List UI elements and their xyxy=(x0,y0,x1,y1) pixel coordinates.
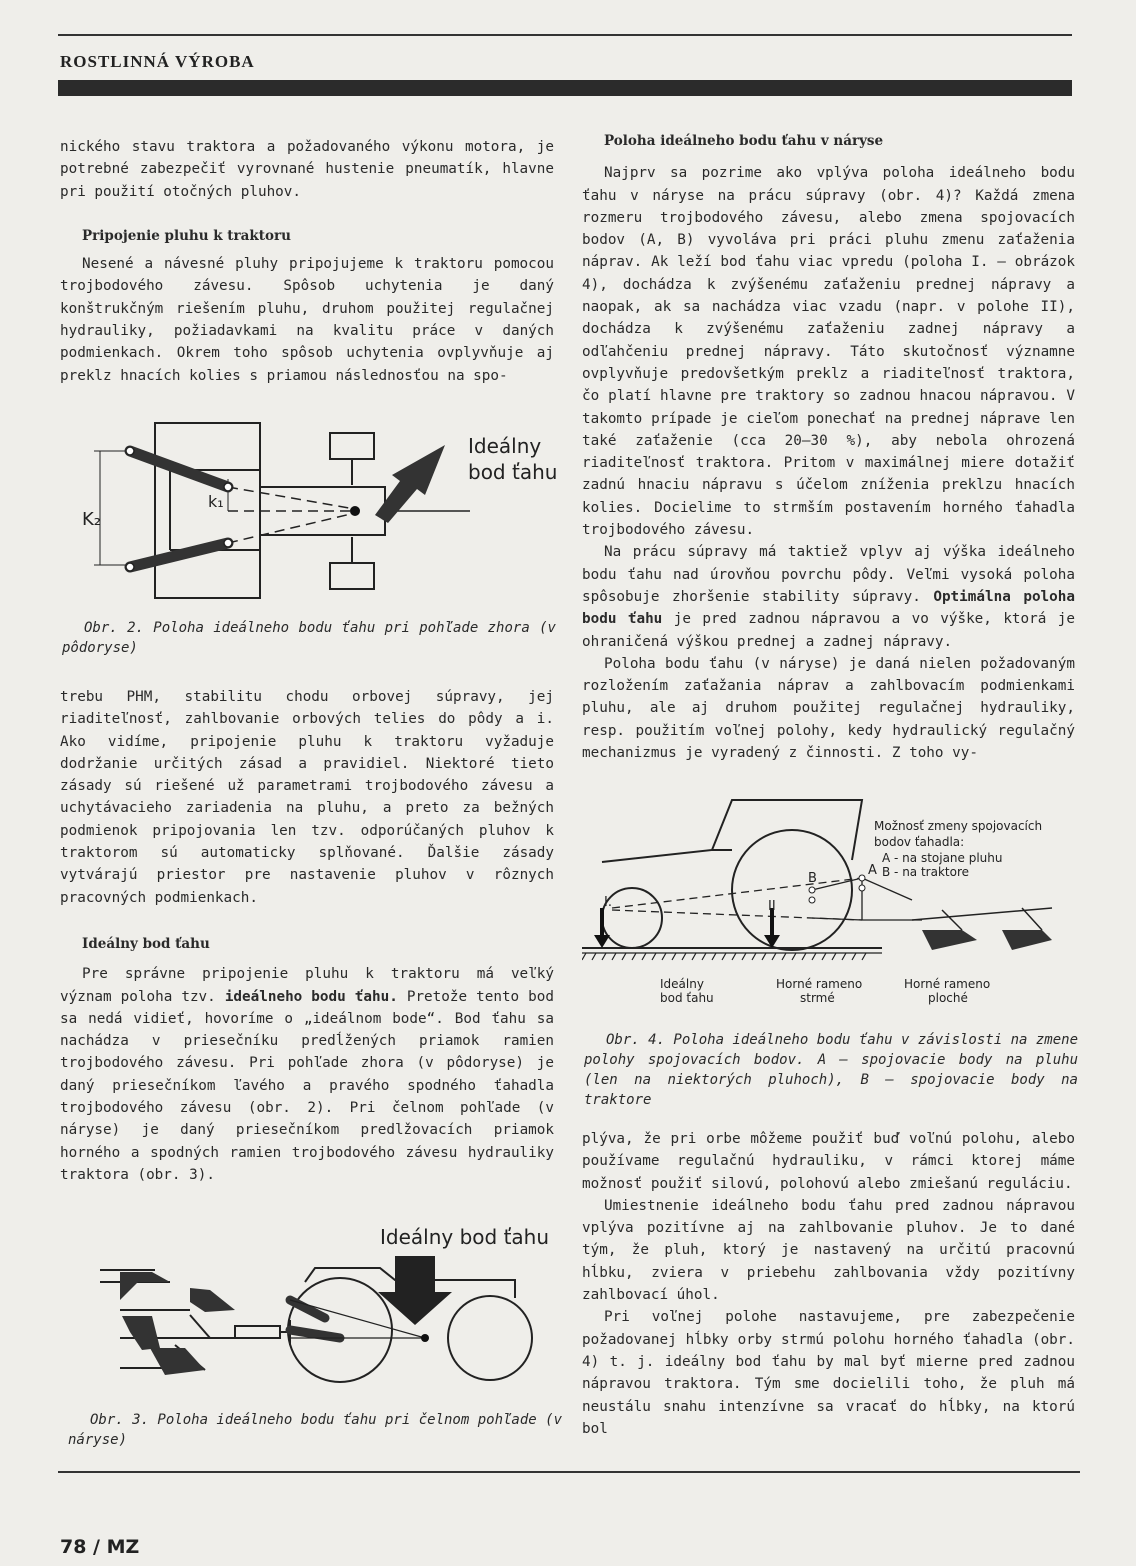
section-title: ROSTLINNÁ VÝROBA xyxy=(60,52,255,71)
label-point-B: B xyxy=(808,871,817,886)
paragraph: Pri voľnej polohe nastavujeme, pre zabezpečenie požadovanej hĺbky orby strmú polohu horného ťahadla (obr. 4) t. j. ideálny bod ťahu by mal byť mierne pred zadnou nápravou traktora. Tým sme docielili toho, že pluh má neustálu snahu intenzívne sa vracať do hĺbky, na ktorú bol xyxy=(582,1309,1075,1437)
paragraph: Umiestnenie ideálneho bodu ťahu pred zadnou nápravou vplýva pozitívne aj na zahlbovanie pluhov. Je to dané tým, že pluh, ktorý je nastavený na určitú pracovnú hĺbku, zviera v priebehu zahlbovania vždy pozitívny zahlbovací úhol. xyxy=(582,1197,1075,1304)
paragraph: Na prácu súpravy má taktiež vplyv aj výška ideálneho bodu ťahu nad úrovňou povrchu pôdy. Veľmi vysoká poloha spôsobuje zhoršenie stability súpravy. Optimálna poloha bodu ťahu je pred zadnou nápravou a vo výške, ktorá je ohraničená výškou prednej a zadnej nápravy. xyxy=(582,544,1076,650)
left-column-middle xyxy=(60,686,554,1186)
fig4-steep-1: Horné rameno xyxy=(776,977,863,991)
paragraph: nického stavu traktora a požadovaného výkonu motora, je potrebné zabezpečiť vyrovnané hustenie pneumatík, hlavne pri použití otočných pluhov. xyxy=(60,139,554,200)
fig2-label-line1: Ideálny xyxy=(468,434,542,458)
fig4-ideal-1: Ideálny xyxy=(660,977,704,991)
fig4-flat-2: ploché xyxy=(928,991,968,1005)
figure-3-front-view xyxy=(90,1220,565,1400)
label-k2: K₂ xyxy=(82,509,102,530)
figure-2-top-view xyxy=(60,415,560,620)
right-column-bottom xyxy=(582,1128,1075,1440)
fig4-note-2: bodov ťahadla: xyxy=(874,835,965,849)
label-position-II: II xyxy=(768,899,776,914)
caption-figure-4: Obr. 4. Poloha ideálneho bodu ťahu v závislosti na zmene polohy spojovacích bodov. A — spojovacie body na pluhu (len na niektorých pluhoch), B — spojovacie body na traktore xyxy=(584,1032,1079,1108)
fig4-note-3: A - na stojane pluhu xyxy=(882,851,1003,865)
fig4-flat-1: Horné rameno xyxy=(904,977,991,991)
caption-figure-3: Obr. 3. Poloha ideálneho bodu ťahu pri čelnom pohľade (v náryse) xyxy=(68,1412,563,1448)
page-number: 78 / MZ xyxy=(60,1536,140,1558)
caption-figure-2: Obr. 2. Poloha ideálneho bodu ťahu pri pohľade zhora (v pôdoryse) xyxy=(62,620,556,656)
heading-poloha-naryse: Poloha ideálneho bodu ťahu v náryse xyxy=(604,133,884,149)
label-k1: k₁ xyxy=(208,492,224,511)
left-column-top xyxy=(60,136,554,387)
header-bar xyxy=(58,80,1072,96)
fig4-steep-2: strmé xyxy=(800,991,835,1005)
paragraph: Poloha bodu ťahu (v náryse) je daná nielen požadovaným rozložením zaťažania náprav a zahlbovacím podmienkami pluhu, ale aj druhom použitej regulačnej hydrauliky, resp. použitím voľnej polohy, kedy hydraulický regulačný mechanizmus je vyradený z činnosti. Z toho vy- xyxy=(582,655,1075,762)
arrow-down-icon xyxy=(764,935,780,948)
label-position-I: I. xyxy=(604,895,612,910)
arrow-down-icon xyxy=(594,935,610,948)
fig2-label-line2: bod ťahu xyxy=(468,460,558,484)
heading-pripojenie: Pripojenie pluhu k traktoru xyxy=(82,227,291,244)
fig4-ideal-2: bod ťahu xyxy=(660,991,714,1005)
paragraph: Najprv sa pozrime ako vplýva poloha ideálneho bodu ťahu v náryse na prácu súpravy (obr. 4)? Každá zmena rozmeru trojbodového závesu, alebo zmena spojovacích bodov (A, B) vyvoláva pri práci pluhu zmenu zaťaženia náprav. Ak leží bod ťahu viac vpredu (poloha I. — obrázok 4), dochádza k zvýšenému zaťaženiu prednej nápravy a naopak, ak sa nachádza viac vzadu (napr. v polohe II), dochádza k zvýšenému zaťaženiu zadnej nápravy a odľahčeniu prednej nápravy. Táto skutočnosť významne ovplyvňuje predovšetkým preklz a riaditeľnosť traktora, čo platí hlavne pre traktory so zadnou hnacou nápravou. V takomto prípade je cieľom ponechať na prednej náprave len také zaťaženie (cca 20—30 %), aby nebola ohrozená riaditeľnosť traktora. Pritom v maximálnej miere dotažiť zadnú hnaciu nápravu s účelom zníženia preklzu hnacích kolies. Docielime to strmším postavením horného ťahadla trojbodového závesu. xyxy=(582,165,1075,539)
top-rule xyxy=(58,34,1072,36)
fig4-note-4: B - na traktore xyxy=(882,865,970,879)
right-column-top xyxy=(582,130,1075,764)
paragraph: Nesené a návesné pluhy pripojujeme k traktoru pomocou trojbodového závesu. Spôsob uchytenia je daný konštrukčným riešením pluhu, druhom použitej regulačnej hydrauliky, požiadavkami na kvalitu práce v daných podmienkach. Okrem toho spôsob uchytenia ovplyvňuje aj preklz hnacích kolies s priamou následnosťou na spo- xyxy=(60,256,554,384)
paragraph: plýva, že pri orbe môžeme použiť buď voľnú polohu, alebo používame regulačnú hydrauliku, v rámci ktorej máme možnosť použiť silovú, polohovú alebo zmiešanú reguláciu. xyxy=(582,1131,1075,1192)
figure-4-hitch-positions xyxy=(582,790,1077,1020)
bottom-rule xyxy=(58,1471,1080,1473)
paragraph: Pre správne pripojenie pluhu k traktoru má veľký význam poloha tzv. ideálneho bodu ťahu. Pretože tento bod sa nedá vidieť, hovoríme o „ideálnom bode“. Bod ťahu sa nachádza v priesečníku predĺžených priamok ramien trojbodového závesu. Pri pohľade zhora (v pôdoryse) je daný priesečníkom ľavého a pravého spodného ťahadla trojbodového závesu (obr. 2). Pri čelnom pohľade (v náryse) je daný priesečníkom predlžovacích priamok horného a spodných ramien trojbodového závesu hydrauliky traktora (obr. 3). xyxy=(60,966,555,1183)
fig3-label: Ideálny bod ťahu xyxy=(380,1225,550,1249)
paragraph: trebu PHM, stabilitu chodu orbovej súpravy, jej riaditeľnosť, zahlbovanie orbových telies do pôdy a i. Ako vidíme, pripojenie pluhu k traktoru vyžaduje dodržanie určitých zásad a pravidiel. Niektoré tieto zásady sú riešené už parametrami trojbodového závesu a uchytávacieho zariadenia na pluhu, a preto za bežných podmienok pripojovania len tzv. odporúčaných pluhov k traktorom sú automaticky splňované. Ďalšie zásady vytvárajú priestor pre nastavenie pluhov v rôznych pracovných podmienkach. xyxy=(60,689,554,906)
heading-idealny-bod: Ideálny bod ťahu xyxy=(82,935,210,952)
label-point-A: A xyxy=(868,863,877,878)
fig4-note-1: Možnosť zmeny spojovacích xyxy=(874,819,1043,833)
